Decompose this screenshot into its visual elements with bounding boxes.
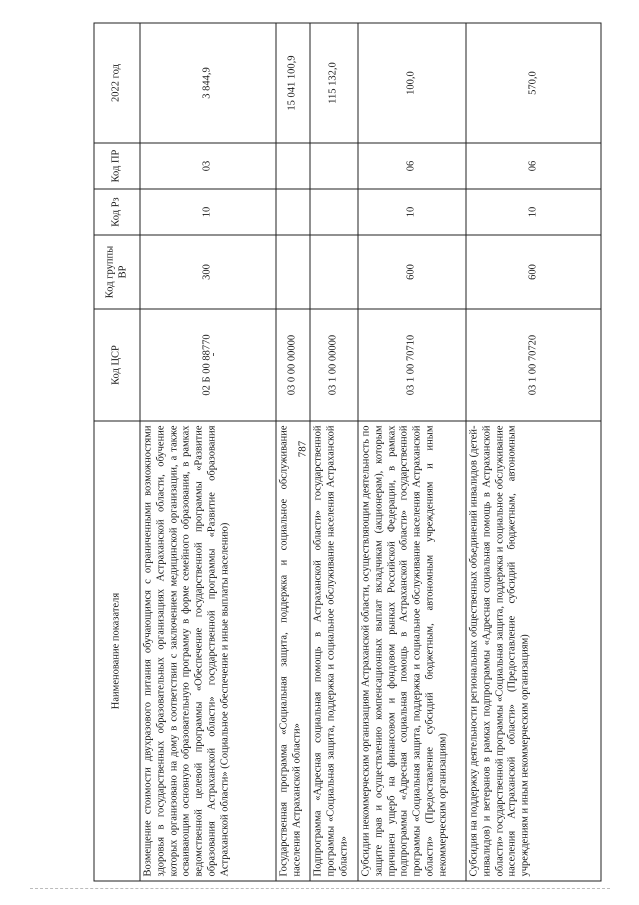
row-csr: 03 0 00 00000	[276, 309, 310, 421]
row-pr: 06	[358, 143, 466, 189]
row-name: Субсидия на поддержку деятельности региональных общественных объединений инвалидов (детей-инвалидов) и ветеранов в рамках подпрограммы «Адресная социальная помощь в Астраханской области» государственной программы «Социальная защита, поддержка и социальное обслуживание населения Астраханской области» (Предоставление субсидий бюджетным, автономным учреждениям и иным некоммерческим организациям)	[466, 421, 601, 881]
row-pr: 03	[140, 143, 276, 189]
page-number: 787	[296, 440, 309, 458]
row-vr: 600	[358, 235, 466, 309]
budget-table	[94, 23, 602, 882]
row-pr	[276, 143, 310, 189]
row-amount: 3 844,9	[140, 23, 276, 143]
row-rz	[276, 189, 310, 235]
row-rz: 10	[466, 189, 601, 235]
row-amount: 15 041 100,9	[276, 23, 310, 143]
rotated-table-container	[94, 24, 601, 882]
header-vr: Код группы ВР	[94, 235, 140, 309]
row-name: Возмещение стоимости двухразового питания обучающимся с ограниченными возможностями здоровья в государственных образовательных организациях Астраханской области, обучение которых организовано на дому в соответствии с заключением медицинской организации, а также осваивающим основную образовательную программу в форме семейного образования, в рамках ведомственной целевой программы «Обеспечение государственной программы «Развитие образования Астраханской области» государственной программы «Развитие образования Астраханской области» (Социальное обеспечение и иные выплаты населению)	[140, 421, 276, 881]
header-rz: Код Рз	[94, 189, 140, 235]
row-amount: 115 132,0	[310, 23, 358, 143]
row-rz: 10	[140, 189, 276, 235]
row-vr	[310, 235, 358, 309]
row-csr: 02 Б 00 88770	[140, 309, 276, 421]
header-name: Наименование показателя	[94, 421, 140, 881]
table-row	[140, 23, 276, 881]
table-row	[276, 23, 310, 881]
header-pr: Код ПР	[94, 143, 140, 189]
row-pr: 06	[466, 143, 601, 189]
row-name: Субсидии некоммерческим организациям Астраханской области, осуществляющим деятельность по защите прав и осуществлению компенсационных выплат вкладчикам (акционерам), которым причинен ущерб на финансовом и фондовом рынках Российской Федерации, в рамках подпрограммы «Адресная социальная помощь в Астраханской области» государственной программы «Социальная защита, поддержка и социальное обслуживание населения Астраханской области» (Предоставление субсидий бюджетным, автономным учреждениям и иным некоммерческим организациям)	[358, 421, 466, 881]
table-row	[358, 23, 466, 881]
row-amount: 570,0	[466, 23, 601, 143]
row-rz: 10	[358, 189, 466, 235]
table-header-row	[94, 23, 140, 881]
row-amount: 100,0	[358, 23, 466, 143]
row-vr: 600	[466, 235, 601, 309]
row-csr: 03 1 00 70720	[466, 309, 601, 421]
row-vr	[276, 235, 310, 309]
table-row	[466, 23, 601, 881]
header-csr: Код ЦСР	[94, 309, 140, 421]
row-name: Подпрограмма «Адресная социальная помощь в Астраханской области» государственной программы «Социальная защита, поддержка и социальное обслуживание населения Астраханской области»	[310, 421, 358, 881]
row-name: Государственная программа «Социальная защита, поддержка и социальное обслуживание населения Астраханской области»	[276, 421, 310, 881]
row-pr	[310, 143, 358, 189]
row-csr: 03 1 00 00000	[310, 309, 358, 421]
row-csr: 03 1 00 70710	[358, 309, 466, 421]
row-rz	[310, 189, 358, 235]
row-vr: 300	[140, 235, 276, 309]
header-year: 2022 год	[94, 23, 140, 143]
table-row	[310, 23, 358, 881]
scan-edge-line	[30, 888, 610, 889]
